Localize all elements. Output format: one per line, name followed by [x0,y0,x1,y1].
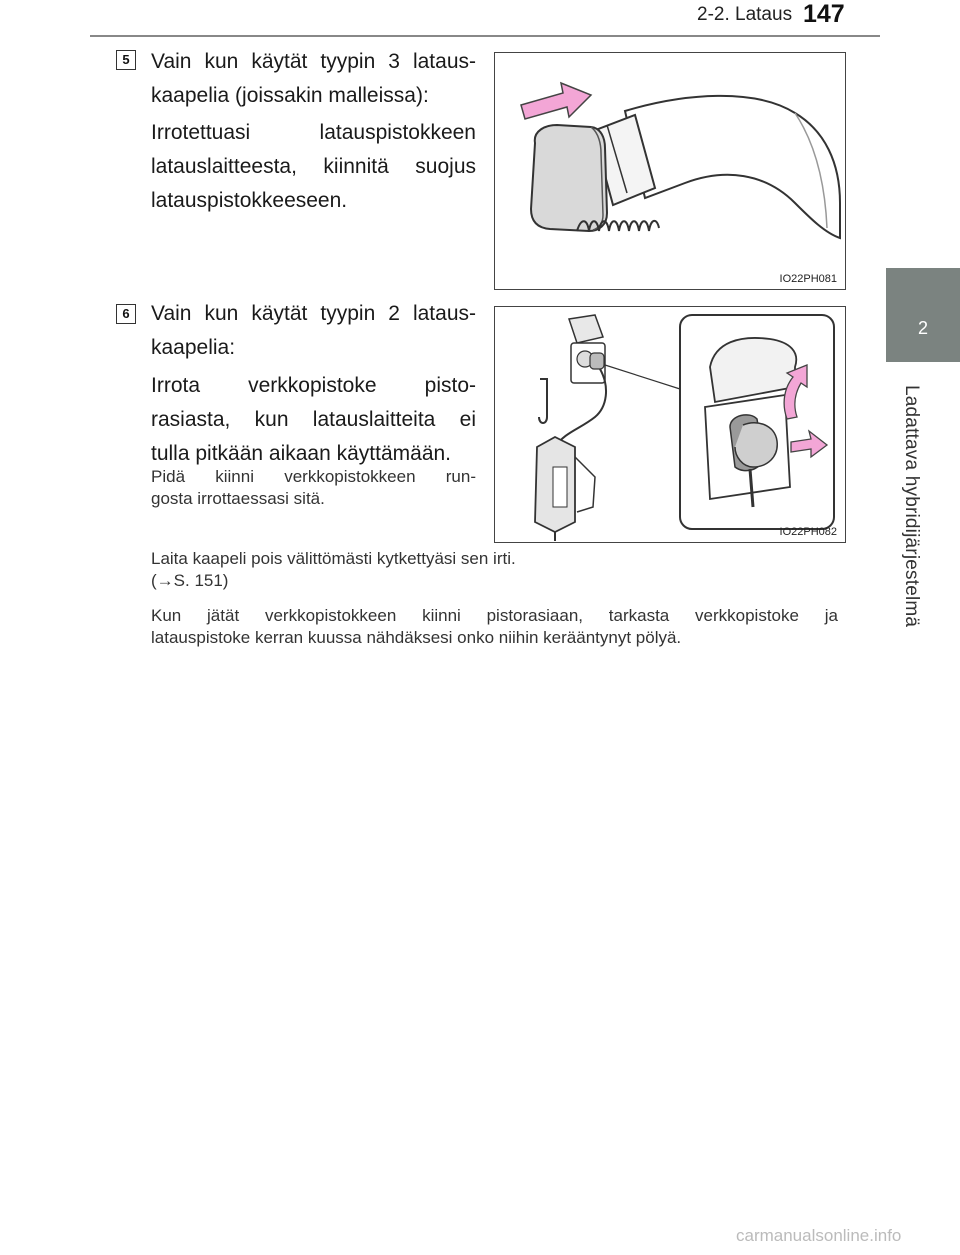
page-number: 147 [803,0,845,28]
figure-unplug-outlet [494,306,846,543]
figure-code-082: IO22PH082 [779,526,837,538]
step5-body-1: Irrotettuasi latauspistokkeen [151,121,476,144]
step6-body-2: rasiasta, kun latauslaitteita ei [151,408,476,431]
figure-charging-plug-cap [494,52,846,290]
chapter-label: Ladattava hybridijärjestelmä [901,385,922,628]
step6-note-2: gosta irrottaessasi sitä. [151,489,325,508]
chapter-number: 2 [917,318,928,338]
step5-line1: Vain kun käytät tyypin 3 lataus- [151,50,476,73]
note1-line1: Laita kaapeli pois välittömästi kytkettyäsi sen irti. [151,549,516,568]
unplug-illustration [495,307,844,541]
header-rule [90,35,880,37]
footer-watermark: carmanualsonline.info [736,1226,902,1245]
step6-line1: Vain kun käytät tyypin 2 lataus- [151,302,476,325]
figure-code-081: IO22PH081 [779,273,837,285]
step6-body-1: Irrota verkkopistoke pisto- [151,374,476,397]
section-title: 2-2. Lataus [697,4,793,25]
charging-plug-illustration [495,53,844,288]
note2-line1: Kun jätät verkkopistokkeen kiinni pistorasiaan, tarkasta verkkopistoke ja [151,606,838,625]
step-badge-6: 6 [116,304,136,324]
chapter-tab [886,268,960,362]
note2-line2: latauspistoke kerran kuussa nähdäksesi onko niihin kerääntynyt pölyä. [151,628,682,647]
step6-note-1: Pidä kiinni verkkopistokkeen run- [151,467,476,486]
step5-body-3: latauspistokkeeseen. [151,189,348,212]
step6-body-3: tulla pitkään aikaan käyttämään. [151,442,452,465]
step6-line2: kaapelia: [151,336,236,359]
step5-line2: kaapelia (joissakin malleissa): [151,84,429,107]
step5-body-2: latauslaitteesta, kiinnitä suojus [151,155,476,178]
note1-line2: (→S. 151) [151,571,229,590]
step-badge-5: 5 [116,50,136,70]
